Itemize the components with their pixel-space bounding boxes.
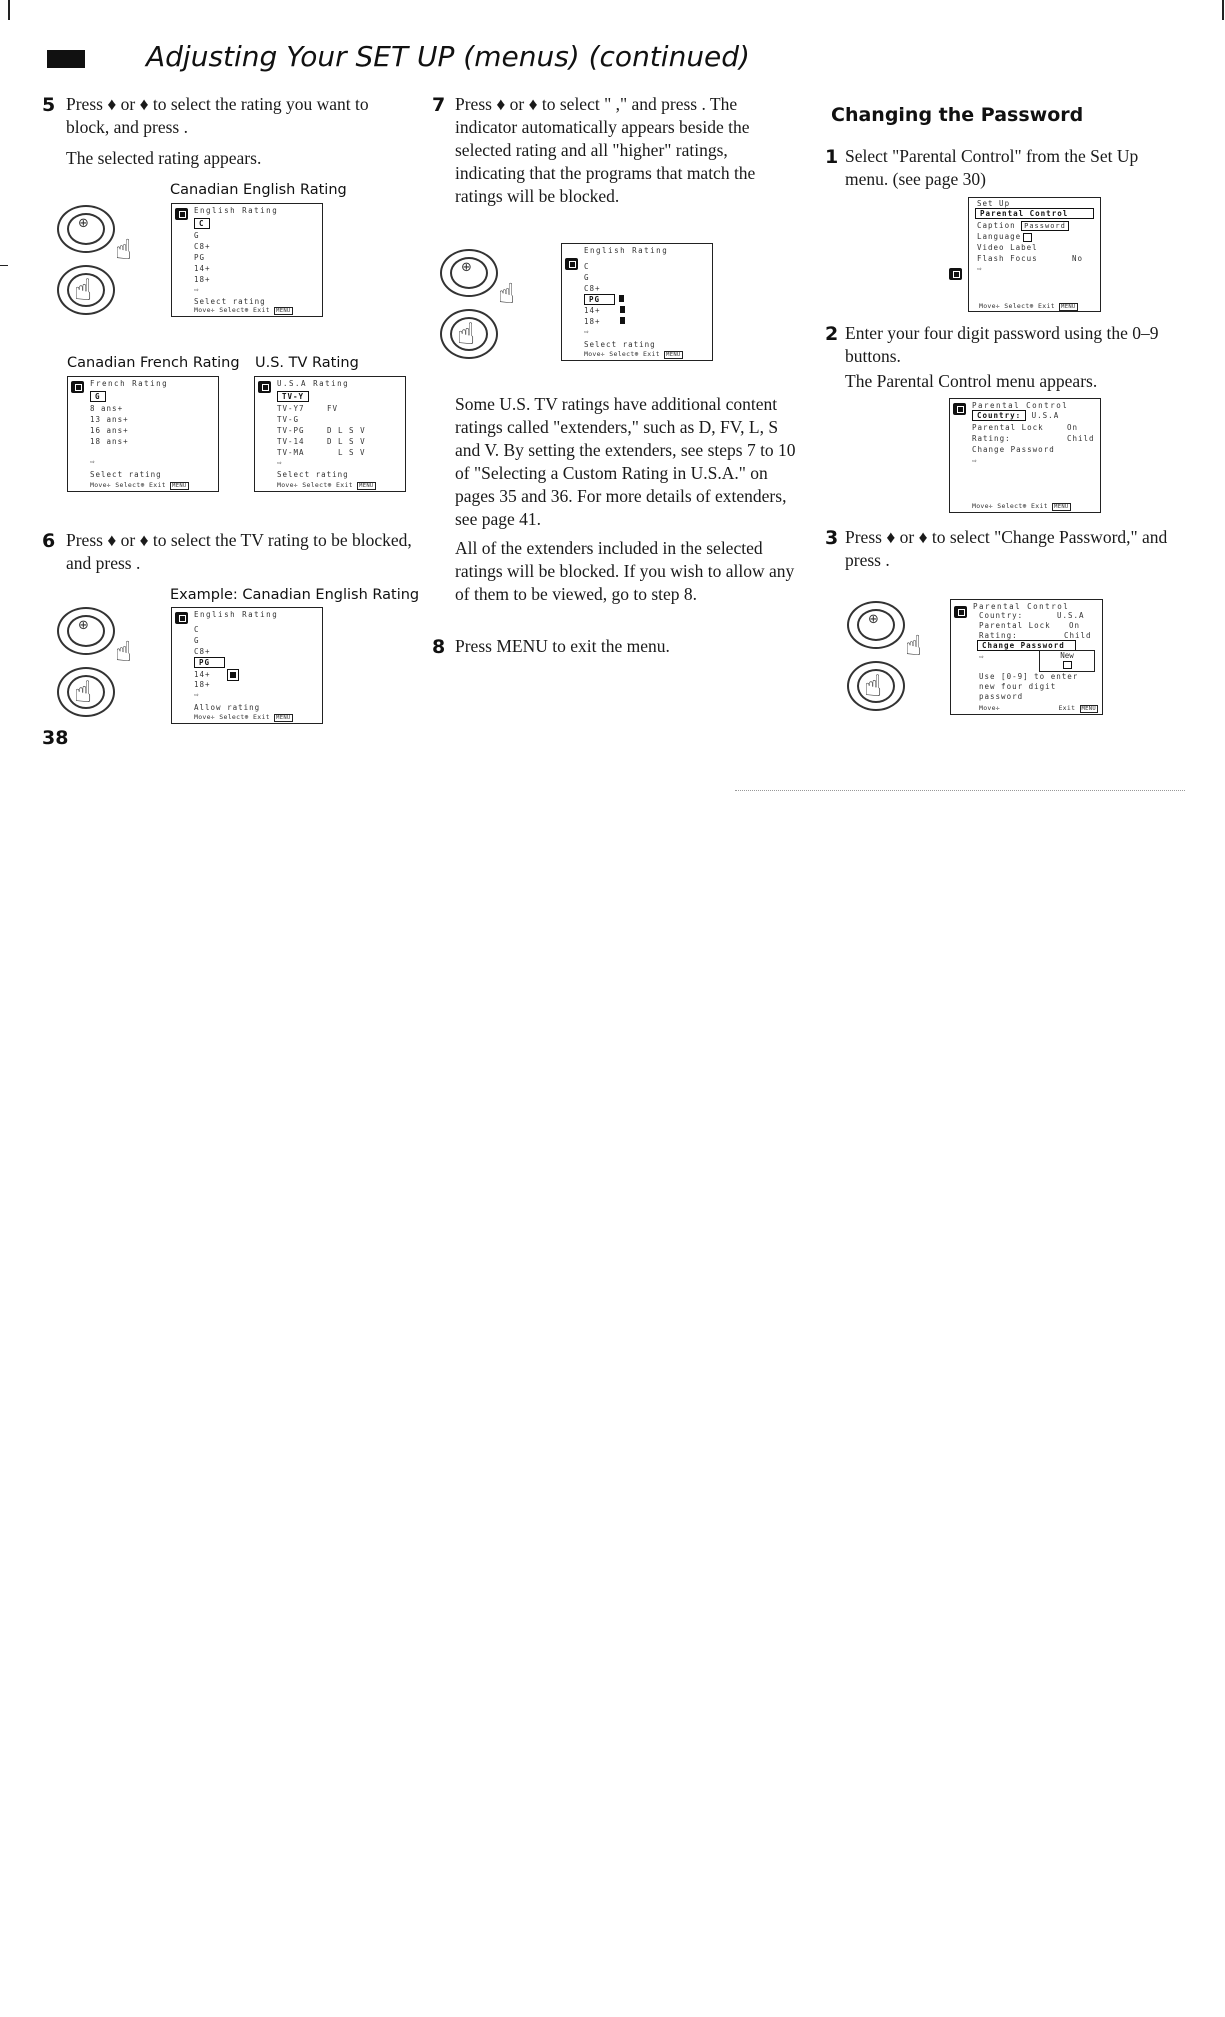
rating-item: C: [584, 262, 590, 271]
rating-item: 16 ans+: [90, 426, 129, 435]
menu-footer: Move✛ Select⊕ Exit MENU: [194, 306, 291, 314]
rating-item: TV-PG: [277, 426, 305, 435]
change-password-item: Change Password: [977, 640, 1076, 651]
menu-footer: Move✛ Select⊕ Exit MENU: [90, 481, 187, 489]
selected-menu-item: Parental Control: [975, 208, 1094, 219]
menu-item: Flash Focus: [977, 254, 1038, 263]
selected-rating: G: [90, 391, 106, 402]
menu-item: Video Label: [977, 243, 1038, 252]
country-field: Country:: [972, 410, 1026, 421]
hand-icon: ☝: [115, 233, 133, 266]
rating-item: TV-G: [277, 415, 300, 424]
page-title: Adjusting Your SET UP (menus) (continued): [146, 40, 750, 73]
password-field: Password: [1021, 221, 1069, 231]
menu-title: English Rating: [194, 610, 279, 619]
rating-item: C8+: [584, 284, 601, 293]
rating-item: G: [194, 231, 200, 240]
rating-extenders: L S V: [338, 448, 366, 457]
menu-footer: Move✛ Exit MENU: [979, 704, 1096, 712]
page-edge-mark: [0, 265, 8, 266]
country-value: U.S.A: [1057, 611, 1085, 620]
step-2-text: [845, 322, 1185, 395]
rating-item: 8 ans+: [90, 404, 124, 413]
rating-item: 18+: [194, 680, 211, 689]
rating-item: 14+: [194, 264, 211, 273]
rating-extenders: D L S V: [327, 437, 366, 446]
parental-lock-icon: [175, 208, 188, 220]
page-number: 38: [42, 727, 69, 749]
menu-hint: Allow rating: [194, 703, 261, 712]
menu-footer: Move✛ Select⊕ Exit MENU: [277, 481, 374, 489]
header-block-icon: [47, 50, 85, 68]
menu-blocked-ratings: [561, 243, 713, 361]
rating-label: Rating:: [972, 434, 1011, 443]
return-arrow-icon: ⇨: [194, 690, 200, 699]
menu-hint: Select rating: [584, 340, 656, 349]
remote-illustration: [845, 599, 945, 739]
caption-us-tv: U.S. TV Rating: [255, 355, 359, 371]
return-arrow-icon: ⇨: [972, 456, 978, 465]
rating-item: 14+: [584, 306, 601, 315]
parental-lock-icon: [953, 403, 966, 415]
return-arrow-icon: ⇨: [194, 285, 200, 294]
menu-footer: Move✛ Select⊕ Exit MENU: [194, 713, 291, 721]
parental-lock-icon: [949, 268, 962, 280]
plus-icon: ⊕: [461, 260, 472, 275]
step-2-result: The Parental Control menu appears.: [845, 371, 1098, 391]
step-2-instruction: Enter your four digit password using the 0–9 buttons.: [845, 323, 1159, 366]
change-password-item: Change Password: [972, 445, 1055, 454]
return-arrow-icon: ⇨: [90, 457, 96, 466]
parental-lock-value: On: [1069, 621, 1081, 630]
plus-icon: ⊕: [868, 612, 879, 627]
step-number: 3: [825, 527, 839, 549]
extenders-blocked-paragraph: All of the extenders included in the selected ratings will be blocked. If you wish to allow any of them to be viewed, go to step 8.: [455, 538, 795, 604]
menu-footer: Move✛ Select⊕ Exit MENU: [584, 350, 681, 358]
rating-item: C: [194, 625, 200, 634]
section-title: Changing the Password: [831, 104, 1084, 126]
step-number: 6: [42, 530, 56, 552]
step-5-instruction: Press ♦ or ♦ to select the rating you want to block, and press .: [66, 94, 369, 137]
lock-indicator-icon: [227, 669, 239, 681]
remote-illustration: [55, 605, 155, 745]
menu-title: Set Up: [977, 199, 1011, 208]
caption-canadian-french: Canadian French Rating: [67, 355, 240, 371]
password-hint: password: [979, 692, 1024, 701]
menu-footer: Move✛ Select⊕ Exit MENU: [972, 502, 1069, 510]
menu-title: French Rating: [90, 379, 169, 388]
selected-rating: C: [194, 218, 210, 229]
rating-item: 18+: [584, 317, 601, 326]
country-value: U.S.A: [1031, 411, 1060, 420]
rating-item: TV-Y7: [277, 404, 305, 413]
rating-value: Child: [1064, 631, 1092, 640]
scan-artifact: [735, 790, 1185, 792]
rating-item: TV-14: [277, 437, 305, 446]
plus-icon: ⊕: [78, 216, 89, 231]
menu-item: Language: [977, 232, 1022, 241]
parental-lock-icon: [258, 381, 271, 393]
hand-icon: ☝: [115, 635, 133, 668]
password-hint: new four digit: [979, 682, 1057, 691]
step-number: 7: [432, 94, 446, 116]
pointing-finger-icon: ☝: [74, 273, 93, 308]
menu-item: Caption: [977, 221, 1016, 230]
rating-value: Child: [1067, 434, 1095, 443]
plus-icon: ⊕: [78, 618, 89, 633]
rating-item: G: [194, 636, 200, 645]
step-number: 5: [42, 94, 56, 116]
selected-rating: PG: [584, 294, 615, 305]
return-arrow-icon: ⇨: [979, 652, 985, 661]
step-6-text: Press ♦ or ♦ to select the TV rating to be blocked, and press .: [66, 530, 412, 573]
caption-canadian-english: Canadian English Rating: [170, 182, 347, 198]
return-arrow-icon: ⇨: [277, 458, 283, 467]
step-number: 8: [432, 636, 446, 658]
pointing-finger-icon: ☝: [74, 675, 93, 710]
menu-hint: Select rating: [194, 297, 266, 306]
parental-lock-icon: [954, 606, 967, 618]
page-edge-mark: [8, 0, 10, 20]
menu-hint: Select rating: [90, 470, 162, 479]
parental-lock-value: On: [1067, 423, 1079, 432]
rating-item: PG: [194, 253, 206, 262]
rating-item: 14+: [194, 670, 211, 679]
new-password-box: [1039, 650, 1095, 672]
step-number: 2: [825, 323, 839, 345]
flash-focus-value: No: [1072, 254, 1084, 263]
rating-item: 13 ans+: [90, 415, 129, 424]
menu-title: U.S.A Rating: [277, 379, 350, 388]
step-number: 1: [825, 146, 839, 168]
parental-lock-label: Parental Lock: [972, 423, 1044, 432]
lock-indicator-icon: [619, 295, 624, 302]
menu-parental-control: [949, 398, 1101, 513]
new-label: New: [1060, 651, 1074, 660]
lock-indicator-icon: [620, 317, 625, 324]
remote-illustration: [438, 247, 538, 387]
hand-icon: ☝: [905, 629, 923, 662]
menu-change-password: [950, 599, 1103, 715]
page-edge-mark: [1222, 0, 1224, 20]
lock-indicator-icon: [620, 306, 625, 313]
password-box-icon: [1023, 233, 1032, 242]
menu-title: English Rating: [584, 246, 669, 255]
menu-title: Parental Control: [973, 602, 1070, 611]
rating-item: 18 ans+: [90, 437, 129, 446]
pointing-finger-icon: ☝: [864, 669, 883, 704]
pointing-finger-icon: ☝: [457, 317, 476, 352]
rating-extenders: D L S V: [327, 426, 366, 435]
step-7-text: Press ♦ or ♦ to select " ," and press . The indicator automatically appears beside the selected rating and all "higher" ratings, indicating that the programs that match the ratings will be blocked.: [455, 94, 756, 206]
menu-footer: Move✛ Select⊕ Exit MENU: [979, 302, 1076, 310]
parental-lock-label: Parental Lock: [979, 621, 1051, 630]
menu-canadian-french-rating: [67, 376, 219, 492]
rating-item: G: [584, 273, 590, 282]
step-8-text: Press MENU to exit the menu.: [455, 636, 670, 656]
rating-extenders: FV: [327, 404, 339, 413]
menu-title: English Rating: [194, 206, 279, 215]
menu-canadian-english-rating: [171, 203, 323, 317]
password-box-icon: [1063, 661, 1072, 669]
hand-icon: ☝: [498, 277, 516, 310]
selected-rating: PG: [194, 657, 225, 668]
menu-hint: Select rating: [277, 470, 349, 479]
country-label: Country:: [979, 611, 1024, 620]
return-arrow-icon: ⇨: [977, 264, 983, 273]
menu-title: Parental Control: [972, 401, 1069, 410]
step-3-text: Press ♦ or ♦ to select "Change Password," and press .: [845, 527, 1168, 570]
caption-example: Example: Canadian English Rating: [170, 587, 420, 603]
menu-setup: [949, 197, 1101, 312]
rating-item: C8+: [194, 647, 211, 656]
password-hint: Use [0-9] to enter: [979, 672, 1079, 681]
extenders-paragraph: Some U.S. TV ratings have additional content ratings called "extenders," such as D, FV, L, S and V. By setting the extenders, see steps 7 to 10 of "Selecting a Custom Rating in U.S.A." on pages 35 and 36. For more details of extenders, see page 41.: [455, 394, 796, 529]
menu-example-rating: [171, 607, 323, 724]
rating-label: Rating:: [979, 631, 1018, 640]
extenders-text: [455, 393, 800, 608]
parental-lock-icon: [175, 612, 188, 624]
step-5-text: [66, 93, 406, 172]
step-5-result: The selected rating appears.: [66, 148, 262, 168]
rating-item: TV-MA: [277, 448, 305, 457]
remote-illustration: [55, 203, 155, 343]
menu-us-tv-rating: [254, 376, 406, 492]
rating-item: 18+: [194, 275, 211, 284]
selected-rating: TV-Y: [277, 391, 309, 402]
return-arrow-icon: ⇨: [584, 327, 590, 336]
step-1-text: Select "Parental Control" from the Set Up menu. (see page 30): [845, 146, 1139, 189]
parental-lock-icon: [71, 381, 84, 393]
parental-lock-icon: [565, 258, 578, 270]
rating-item: C8+: [194, 242, 211, 251]
